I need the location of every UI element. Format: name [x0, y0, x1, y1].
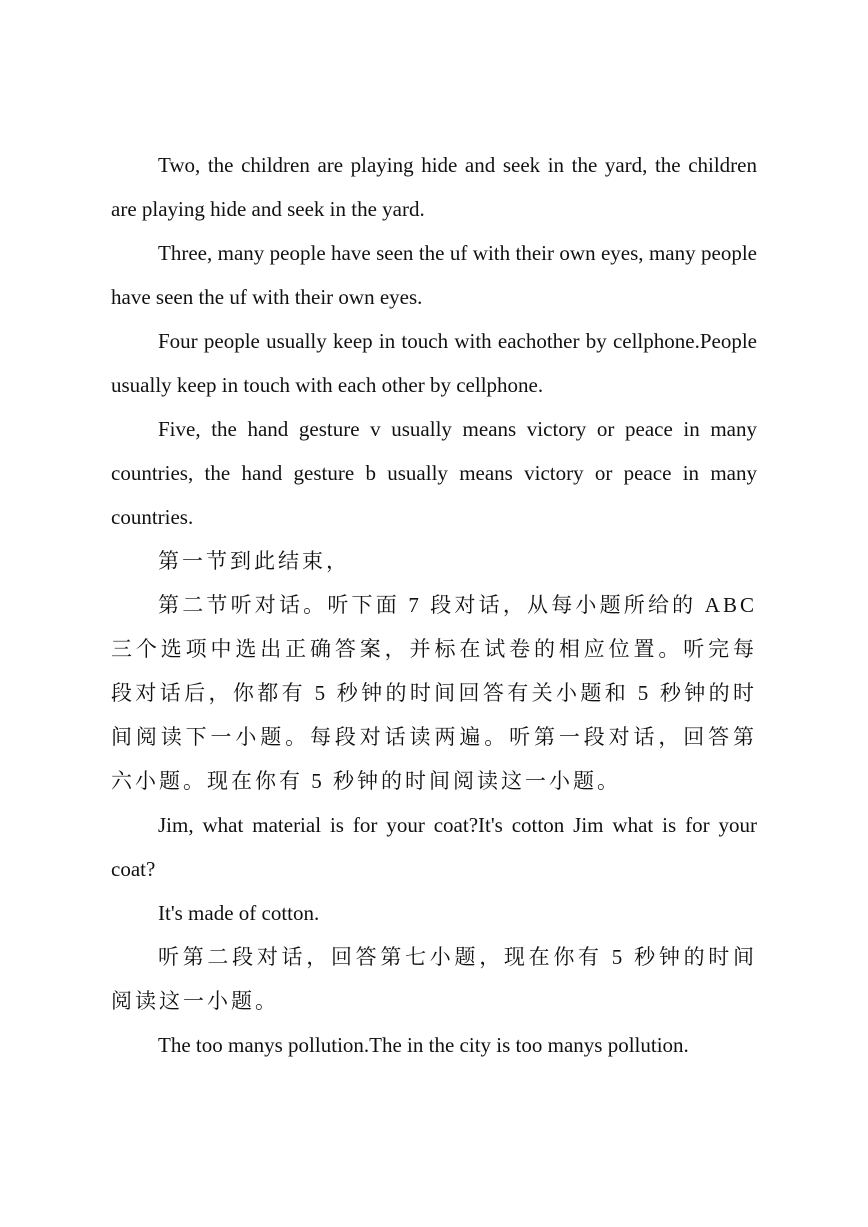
paragraph-dialogue-two-instructions: 听第二段对话，回答第七小题，现在你有 5 秒钟的时间阅读这一小题。 [111, 945, 757, 1013]
paragraph-sentence-four: Four people usually keep in touch with eachother by cellphone.People usually keep in touch with each other by cellphone. [111, 329, 757, 397]
paragraph-dialogue-two-text: The too manys pollution.The in the city is too manys pollution. [158, 1033, 689, 1057]
document-body [111, 143, 757, 1067]
paragraph-dialogue-one-question: Jim, what material is for your coat?It's cotton Jim what is for your coat? [111, 813, 757, 881]
paragraph-sentence-five: Five, the hand gesture v usually means victory or peace in many countries, the hand gesture b usually means victory or peace in many countries. [111, 417, 757, 529]
paragraph-dialogue-one-answer: It's made of cotton. [158, 901, 320, 925]
paragraph-sentence-two: Two, the children are playing hide and seek in the yard, the children are playing hide and seek in the yard. [111, 153, 757, 221]
paragraph-sentence-three: Three, many people have seen the uf with their own eyes, many people have seen the uf with their own eyes. [111, 241, 757, 309]
paragraph-section-one-end: 第一节到此结束， [158, 549, 350, 573]
paragraph-section-two-instructions: 第二节听对话。听下面 7 段对话，从每小题所给的 ABC 三个选项中选出正确答案，并标在试卷的相应位置。听完每段对话后，你都有 5 秒钟的时间回答有关小题和 5 秒钟的时间阅读下一小题。每段对话读两遍。听第一段对话，回答第六小题。现在你有 5 秒钟的时间阅读这一小题。 [111, 593, 757, 793]
